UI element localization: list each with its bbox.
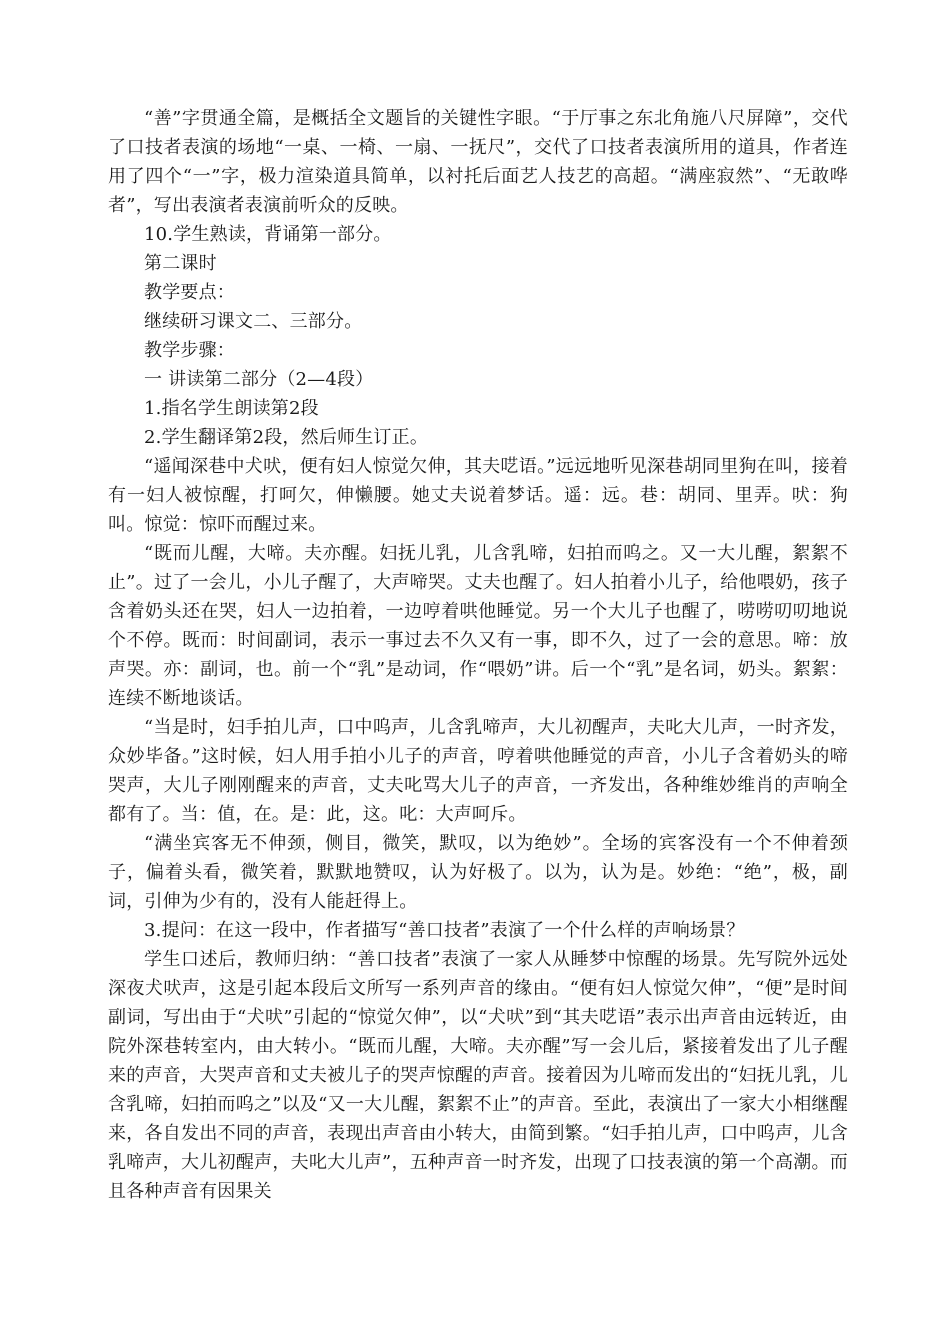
lesson-heading: 第二课时 bbox=[144, 253, 217, 274]
step-1-read: 1.指名学生朗读第2段 bbox=[144, 398, 319, 419]
paragraph-teacher-summary: 学生口述后，教师归纳：“善口技者”表演了一家人从睡梦中惊醒的场景。先写院外远处深夜犬吠声，这是引起本段后文所写一系列声音的缘由。“便有妇人惊觉欠伸”，“便”是时间副词，写出由于“犬吠”引起的“惊觉欠伸”，以“犬吠”到“其夫呓语”表示出声音由远转近，由院外深巷转室内，由大转小。“既而儿醒，大啼。夫亦醒”写一会儿后，紧接着发出了儿子醒来的声音，大哭声音和丈夫被儿子的哭声惊醒的声音。接着因为儿啼而发出的“妇抚儿乳，儿含乳啼，妇拍而呜之”以及“又一大儿醒，絮絮不止”的声音。至此，表演出了一家大小相继醒来，各自发出不同的声音，表现出声音由小转大，由简到繁。“妇手拍儿声，口中呜声，儿含乳啼声，大儿初醒声，夫叱大儿声”，五种声音一时齐发，出现了口技表演的第一个高潮。而且各种声音有因果关 bbox=[108, 949, 848, 1202]
paragraph-audience-reaction: “满坐宾客无不伸颈，侧目，微笑，默叹，以为绝妙”。全场的宾客没有一个不伸着颈子，偏着头看，微笑着，默默地赞叹，认为好极了。以为，认为是。妙绝：“绝”，极，副词，引伸为少有的，没有人能赶得上。 bbox=[108, 833, 848, 912]
step-2-translate: 2.学生翻译第2段，然后师生订正。 bbox=[144, 427, 429, 448]
teaching-points-label: 教学要点： bbox=[144, 282, 235, 303]
teaching-points-content: 继续研习课文二、三部分。 bbox=[144, 311, 363, 332]
teaching-steps-label: 教学步骤： bbox=[144, 340, 235, 361]
paragraph-dog-barking: “遥闻深巷中犬吠，便有妇人惊觉欠伸，其夫呓语。”远远地听见深巷胡同里狗在叫，接着有一妇人被惊醒，打呵欠，伸懒腰。她丈夫说着梦话。遥：远。巷：胡同、里弄。吠：狗叫。惊觉：惊吓而醒过来。 bbox=[108, 456, 848, 535]
document-page bbox=[108, 104, 848, 1206]
step-10-recite: 10.学生熟读，背诵第一部分。 bbox=[144, 224, 392, 245]
paragraph-child-wakes: “既而儿醒，大啼。夫亦醒。妇抚儿乳，儿含乳啼，妇拍而呜之。又一大儿醒，絮絮不止”。过了一会儿，小儿子醒了，大声啼哭。丈夫也醒了。妇人拍着小儿子，给他喂奶，孩子含着奶头还在哭，妇人一边拍着，一边哼着哄他睡觉。另一个大儿子也醒了，唠唠叨叨地说个不停。既而：时间副词，表示一事过去不久又有一事，即不久，过了一会的意思。啼：放声哭。亦：副词，也。前一个“乳”是动词，作“喂奶”讲。后一个“乳”是名词，奶头。絮絮：连续不断地谈话。 bbox=[108, 543, 848, 709]
step-3-question: 3.提问：在这一段中，作者描写“善口技者”表演了一个什么样的声响场景？ bbox=[144, 920, 745, 941]
section-heading-part-two: 一 讲读第二部分（2—4段） bbox=[144, 369, 374, 390]
paragraph-sounds-together: “当是时，妇手拍儿声，口中呜声，儿含乳啼声，大儿初醒声，夫叱大儿声，一时齐发，众妙毕备。”这时候，妇人用手拍小儿子的声音，哼着哄他睡觉的声音，小儿子含着奶头的啼哭声，大儿子刚刚醒来的声音，丈夫叱骂大儿子的声音，一齐发出，各种维妙维肖的声响全都有了。当：值，在。是：此，这。叱：大声呵斥。 bbox=[108, 717, 848, 825]
paragraph-shan-keyword: “善”字贯通全篇，是概括全文题旨的关键性字眼。“于厅事之东北角施八尺屏障”，交代了口技者表演的场地“一桌、一椅、一扇、一抚尺”，交代了口技者表演所用的道具，作者连用了四个“一”字，极力渲染道具简单，以衬托后面艺人技艺的高超。“满座寂然”、“无敢哗者”，写出表演者表演前听众的反映。 bbox=[108, 108, 848, 216]
